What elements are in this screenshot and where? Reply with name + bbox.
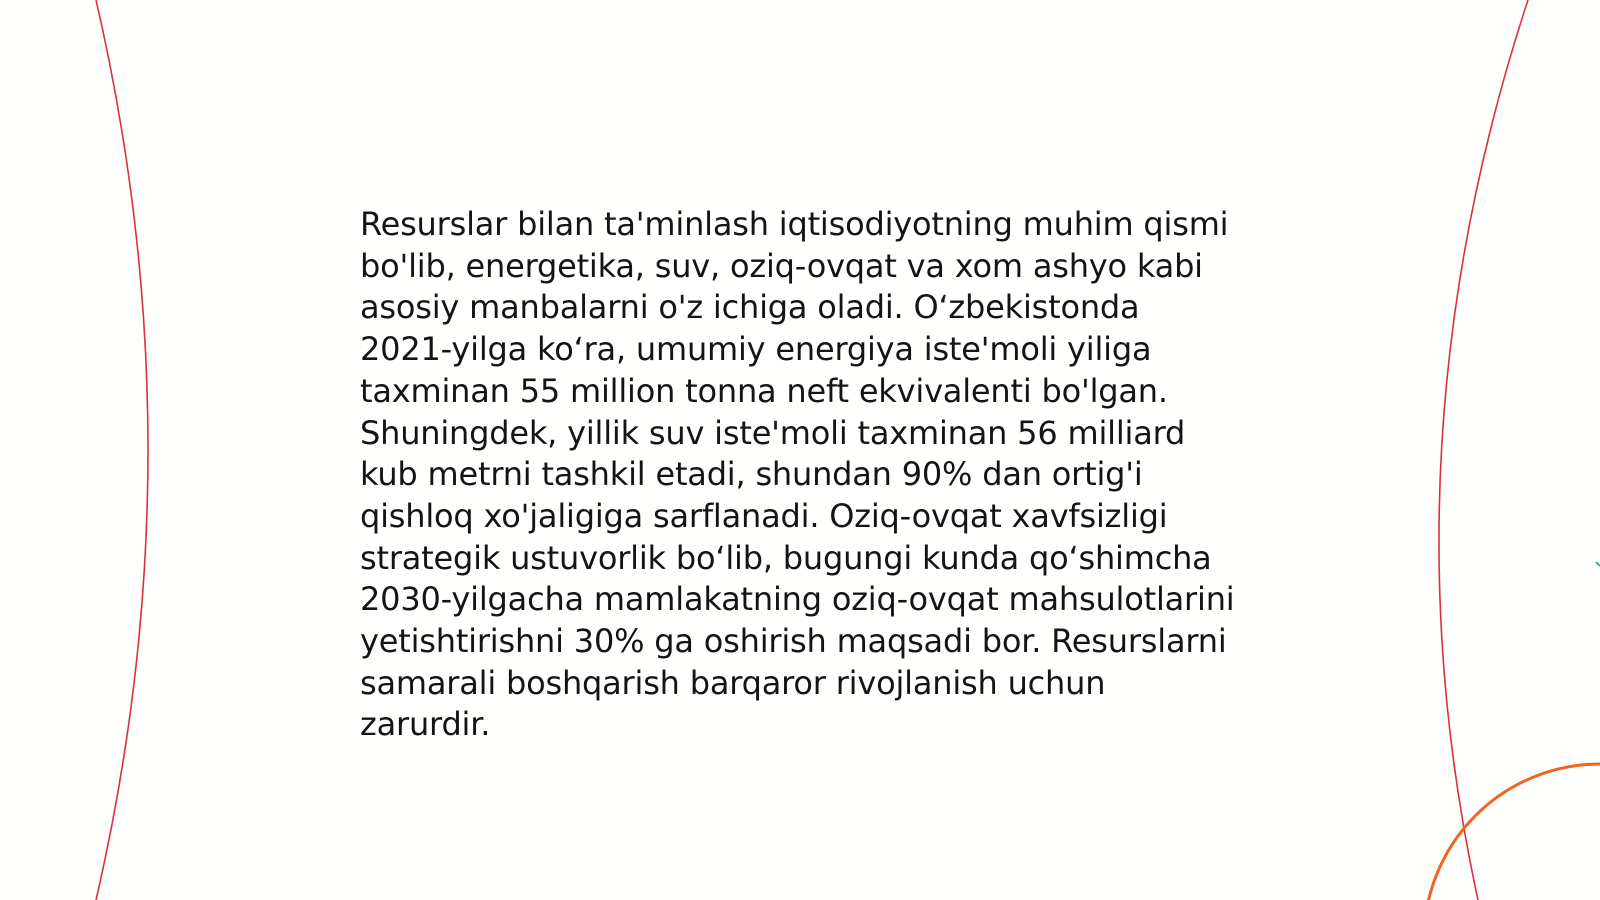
right-curve	[1439, 0, 1528, 900]
body-paragraph: Resurslar bilan ta'minlash iqtisodiyotning muhim qismi bo'lib, energetika, suv, oziq-ovqat va xom ashyo kabi asosiy manbalarni o'z ichiga oladi. O‘zbekistonda 2021-yilga ko‘ra, umumiy energiya iste'moli yiliga taxminan 55 million tonna neft ekvivalenti bo'lgan. Shuningdek, yillik suv iste'moli taxminan 56 milliard kub metrni tashkil etadi, shundan 90% dan ortig'i qishloq xo'jaligiga sarflanadi. Oziq-ovqat xavfsizligi strategik ustuvorlik bo‘lib, bugungi kunda qo‘shimcha 2030-yilgacha mamlakatning oziq-ovqat mahsulotlarini yetishtirishni 30% ga oshirish maqsadi bor. Resurslarni samarali boshqarish barqaror rivojlanish uchun zarurdir.	[360, 205, 1235, 744]
orange-arc	[1424, 764, 1600, 900]
left-curve	[96, 0, 148, 900]
small-tick-mark	[1596, 562, 1600, 566]
